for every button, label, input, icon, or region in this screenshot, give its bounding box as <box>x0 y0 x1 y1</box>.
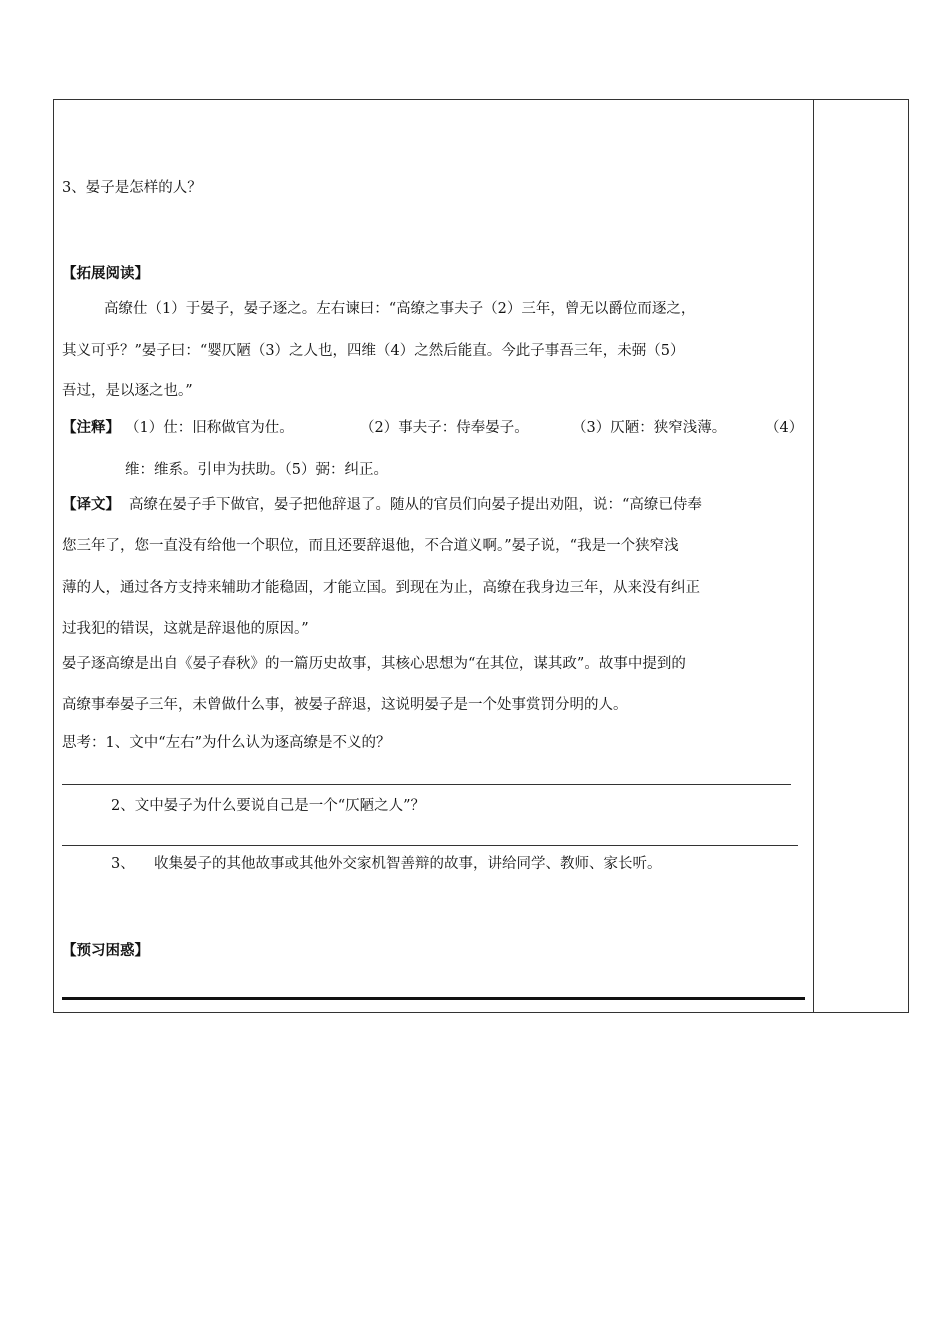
confusion-answer-line[interactable] <box>62 997 805 1000</box>
thinking-question-3: 收集晏子的其他故事或其他外交家机智善辩的故事，讲给同学、教师、家长听。 <box>154 856 662 872</box>
answer-line-1[interactable] <box>62 784 791 785</box>
translation-line-1: 高缭在晏子手下做官，晏子把他辞退了。随从的官员们向晏子提出劝阻，说：“高缭已侍奉 <box>129 497 702 513</box>
answer-line-2[interactable] <box>62 845 798 846</box>
passage-line-1: 高缭仕（1）于晏子，晏子逐之。左右谏曰：“高缭之事夫子（2）三年，曾无以爵位而逐之， <box>104 301 696 317</box>
thinking-question-1: 思考：1、文中“左右”为什么认为逐高缭是不义的？ <box>62 735 391 751</box>
summary-line-1: 晏子逐高缭是出自《晏子春秋》的一篇历史故事，其核心思想为“在其位，谋其政”。故事中提到的 <box>62 656 686 672</box>
passage-line-3: 吾过，是以逐之也。” <box>62 383 193 399</box>
note-item-3: （3）仄陋：狭窄浅薄。 <box>572 420 727 436</box>
note-item-4: （4） <box>765 420 804 436</box>
thinking-question-2: 2、文中晏子为什么要说自己是一个“仄陋之人”？ <box>111 798 426 814</box>
thinking-question-3-number: 3、 <box>111 856 135 872</box>
passage-line-2: 其义可乎？”晏子曰：“婴仄陋（3）之人也，四维（4）之然后能直。今此子事吾三年，未弼（5） <box>62 343 685 359</box>
notes-label: 【注释】 <box>62 419 120 436</box>
note-item-2: （2）事夫子：侍奉晏子。 <box>360 420 529 436</box>
preview-confusion-heading: 【预习困惑】 <box>62 942 149 959</box>
translation-line-2: 您三年了，您一直没有给他一个职位，而且还要辞退他，不合道义啊。”晏子说，“我是一个狭窄浅 <box>62 538 679 554</box>
question-3: 3、晏子是怎样的人？ <box>62 180 202 196</box>
extended-reading-heading: 【拓展阅读】 <box>62 265 149 282</box>
note-item-1: （1）仕：旧称做官为仕。 <box>125 420 294 436</box>
notes-continuation: 维：维系。引申为扶助。（5）弼：纠正。 <box>125 462 388 478</box>
table-column-divider <box>813 99 814 1013</box>
translation-line-4: 过我犯的错误，这就是辞退他的原因。” <box>62 621 309 637</box>
translation-label: 【译文】 <box>62 496 120 513</box>
translation-line-3: 薄的人，通过各方支持来辅助才能稳固，才能立国。到现在为止，高缭在我身边三年，从来没有纠正 <box>62 580 700 596</box>
worksheet-table <box>53 99 909 1013</box>
summary-line-2: 高缭事奉晏子三年，未曾做什么事，被晏子辞退，这说明晏子是一个处事赏罚分明的人。 <box>62 697 628 713</box>
